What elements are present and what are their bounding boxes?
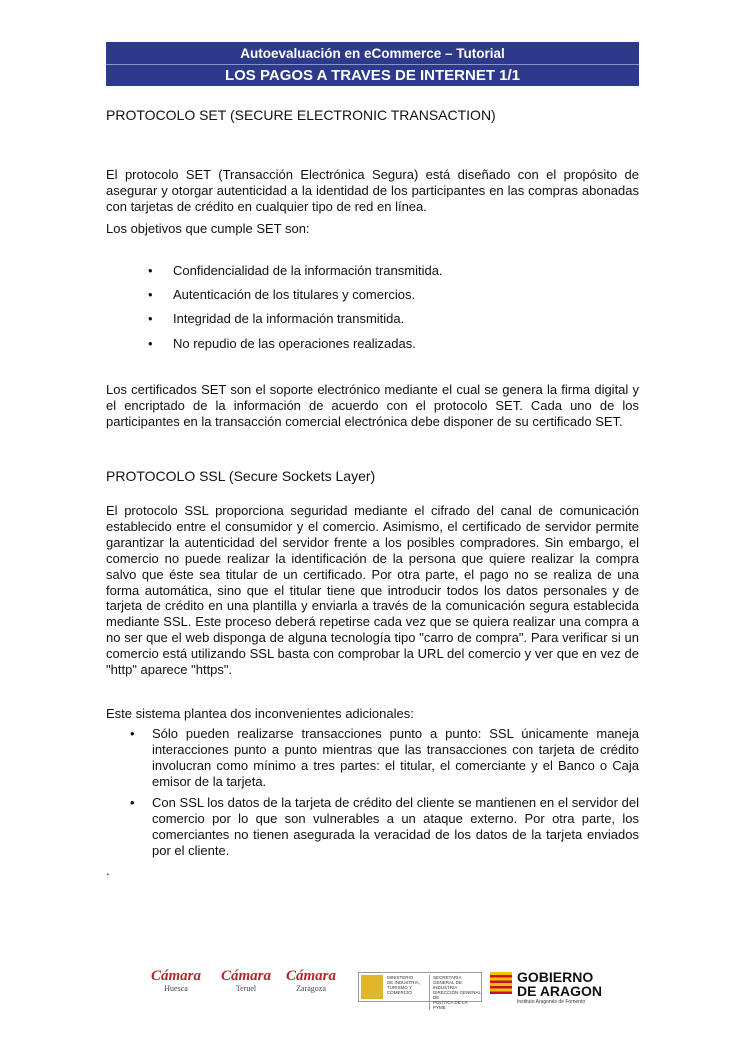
aragon-flag-icon — [490, 972, 512, 994]
paragraph: Los objetivos que cumple SET son: — [106, 220, 310, 236]
paragraph: El protocolo SSL proporciona seguridad mediante el cifrado del canal de comunicación establecido entre el consumidor y el comercio. Asimismo, el certificado de servidor permite garantizar la autenticidad del servidor frente a los posibles compradores. Sin embargo, el comercio no puede realizar la identificación de la persona que quiere realizar la compra salvo que éste sea titular de un certificado. Por otra parte, el pago no se realiza de una forma automática, sino que el titular tiene que introducir todos los datos personales y de tarjeta de crédito en una plantilla y enviarla a través de la comunicación segura establecida mediante SSL. Este proceso deberá repetirse cada vez que se quiera realizar una compra a no ser que el web disponga de alguna tecnología tipo "carro de compra". Para verificar si un comercio está utilizando SSL basta con comprobar la URL del comercio y ver que en vez de "http" aparece "https". — [106, 502, 639, 678]
footer-logos — [145, 966, 605, 1010]
paragraph: Este sistema plantea dos inconvenientes adicionales: — [106, 705, 414, 721]
ssl-drawbacks-list — [106, 726, 639, 859]
header-subtitle: Autoevaluación en eCommerce – Tutorial — [240, 46, 505, 61]
header-title: LOS PAGOS A TRAVES DE INTERNET 1/1 — [224, 67, 521, 84]
camara-huesca-logo: Cámara Huesca — [150, 968, 201, 993]
camara-zaragoza-logo: Cámara Zaragoza — [285, 968, 336, 993]
list-item: • Autenticación de los titulares y comercios. — [148, 287, 416, 303]
gobierno-aragon-logo: GOBIERNO DE ARAGON Instituto Aragonés de Fomento — [490, 968, 610, 1006]
ministerio-logo: MINISTERIO DE INDUSTRIA, TURISMO Y COMERCIO SECRETARÍA GENERAL DE INDUSTRIA DIRECCIÓN GENERAL DE POLÍTICA DE LA PYME — [358, 972, 482, 1002]
document-body — [106, 106, 639, 879]
set-objectives-list — [106, 263, 639, 352]
coat-of-arms-icon — [361, 975, 383, 999]
section-heading-set: PROTOCOLO SET (SECURE ELECTRONIC TRANSACTION) — [106, 107, 496, 123]
list-item: • Integridad de la información transmitida. — [148, 311, 405, 327]
page-header — [106, 42, 639, 86]
end-mark: . — [106, 863, 110, 879]
list-item: • Con SSL los datos de la tarjeta de crédito del cliente se mantienen en el servidor del comercio por lo que son vulnerables a un ataque externo. Por otra parte, los comerciantes no tienen asegurada la veracidad de los datos de la tarjeta enviados por el cliente. — [130, 795, 639, 859]
list-item: • Sólo pueden realizarse transacciones punto a punto: SSL únicamente maneja interacciones punto a punto mientras que las transacciones con tarjeta de crédito involucran como mínimo a tres partes: el titular, el comerciante y el Banco o Caja emisor de la tarjeta. — [130, 725, 639, 789]
list-item: • No repudio de las operaciones realizadas. — [148, 335, 416, 351]
list-item: • Confidencialidad de la información transmitida. — [148, 262, 443, 278]
paragraph: El protocolo SET (Transacción Electrónica Segura) está diseñado con el propósito de asegurar y otorgar autenticidad a la identidad de los participantes en las compras abonadas con tarjetas de crédito en cualquier tipo de red en línea. — [106, 167, 639, 214]
camara-teruel-logo: Cámara Teruel — [220, 968, 271, 993]
section-heading-ssl: PROTOCOLO SSL (Secure Sockets Layer) — [106, 467, 376, 484]
paragraph: Los certificados SET son el soporte electrónico mediante el cual se genera la firma digital y el encriptado de la información de acuerdo con el protocolo SET. Cada uno de los participantes en la transacción comercial electrónica debe disponer de su certificado SET. — [106, 382, 639, 430]
